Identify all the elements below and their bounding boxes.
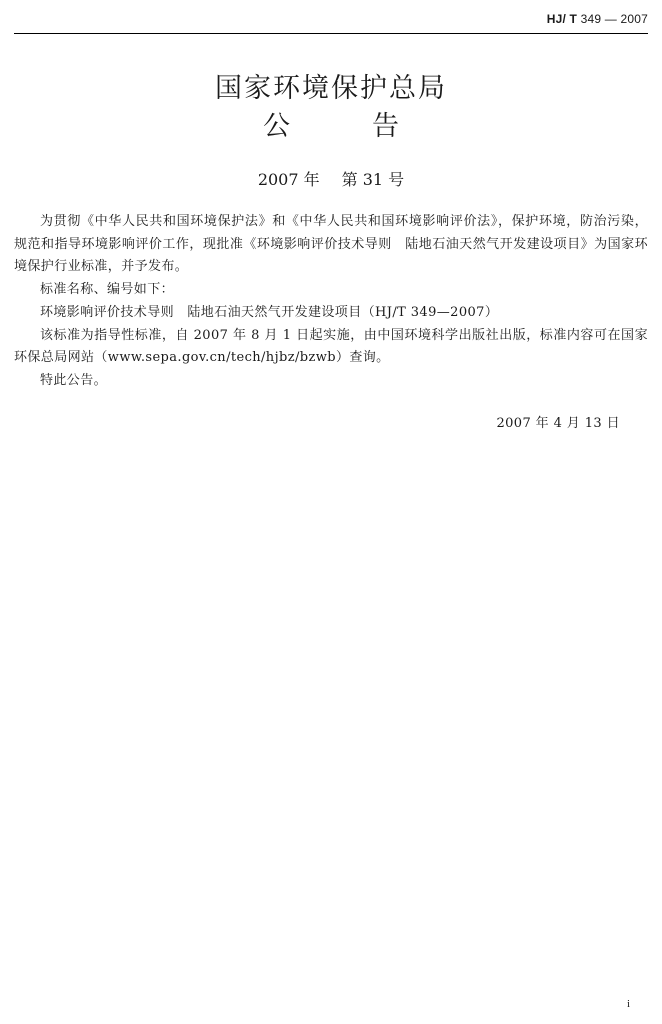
signature-date: 2007 年 4 月 13 日 — [496, 416, 620, 431]
paragraph-implementation: 该标准为指导性标准，自 2007 年 8 月 1 日起实施，由中国环境科学出版社出版，标准内容可在国家环保总局网站（www.sepa.gov.cn/tech/hjbz/bzwb）查询。 — [14, 327, 648, 366]
standard-code — [547, 12, 648, 26]
announcement-title — [0, 104, 662, 143]
header-rule — [14, 33, 648, 34]
announcement-body — [14, 211, 648, 393]
paragraph-standard-intro: 标准名称、编号如下： — [40, 282, 175, 298]
standard-code-number: 349 — 2007 — [580, 12, 648, 26]
paragraph-standard-name: 环境影响评价技术导则 陆地石油天然气开发建设项目（HJ/T 349—2007） — [40, 304, 499, 320]
document-year: 2007 年 — [257, 170, 320, 189]
document-number — [0, 167, 662, 190]
issuer-title: 国家环境保护总局 — [215, 73, 447, 104]
standard-code-prefix: HJ/ T — [546, 12, 578, 26]
page-number: i — [626, 998, 630, 1010]
announcement-title-right: 告 — [372, 111, 399, 142]
announcement-title-left: 公 — [263, 111, 290, 142]
paragraph-closing: 特此公告。 — [40, 372, 108, 388]
paragraph-approval: 为贯彻《中华人民共和国环境保护法》和《中华人民共和国环境影响评价法》，保护环境，防治污染，规范和指导环境影响评价工作，现批准《环境影响评价技术导则 陆地石油天然气开发建设项目》为国家环境保护行业标准，并予发布。 — [14, 214, 648, 275]
document-serial: 第 31 号 — [341, 170, 405, 189]
